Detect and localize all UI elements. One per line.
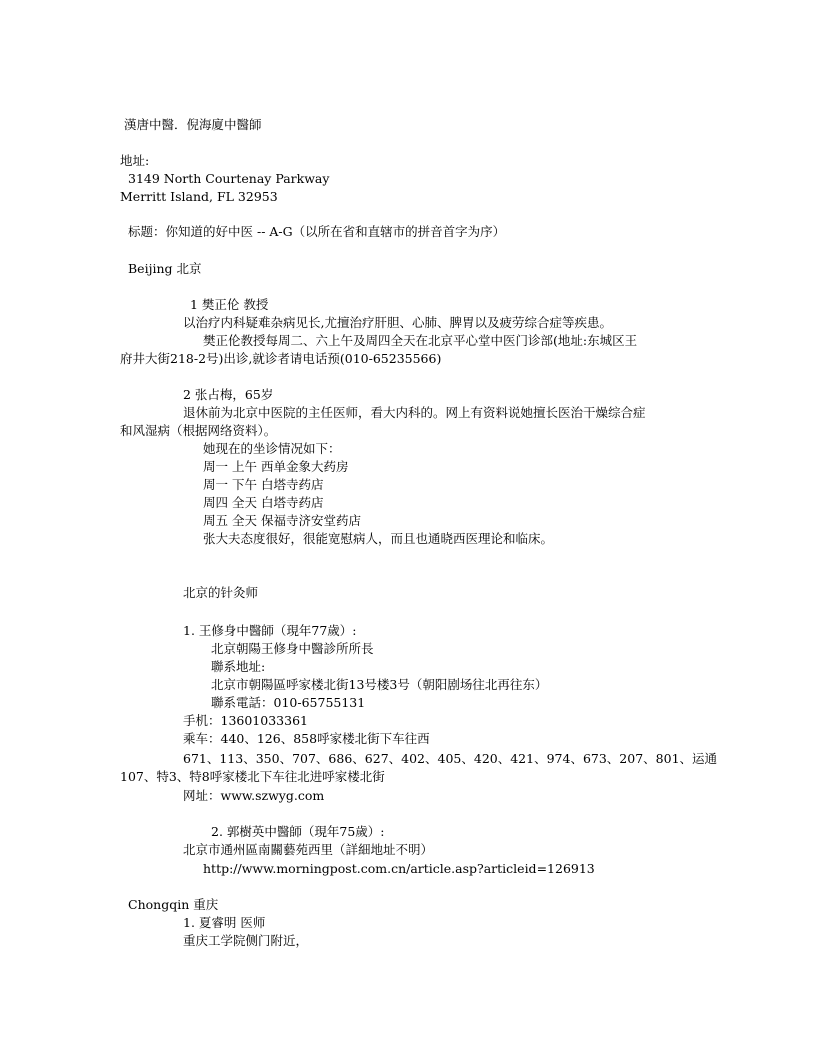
clinic-address: 北京市朝陽區呼家楼北街13号楼3号（朝阳剧场往北再往东） [211,677,548,692]
doctor-description: 退休前为北京中医院的主任医师，看大内科的。网上有资料说她擅长医治干燥综合症 [183,405,646,420]
section-heading-chongqing: Chongqin 重庆 [128,897,219,912]
article-link[interactable]: http://www.morningpost.com.cn/article.asp?articleid=126913 [203,861,595,876]
doctor-name: 1 樊正伦 教授 [190,297,269,312]
doctor-name: 2 张占梅，65岁 [183,387,274,402]
section-heading-acupuncture: 北京的针灸师 [183,585,259,600]
bus-info: 乘车：440、126、858呼家楼北街下车往西 [183,731,430,746]
doctor-name: 2. 郭樹英中醫師（現年75歲）: [211,824,385,839]
schedule-item: 周四 全天 白塔寺药店 [203,495,324,510]
address-line-1: 3149 North Courtenay Parkway [128,171,330,186]
doctor-schedule: 樊正伦教授每周二、六上午及周四全天在北京平心堂中医门诊部(地址:东城区王 [203,333,638,348]
address-label: 聯系地址: [211,659,266,674]
website[interactable]: 网址：www.szwyg.com [183,788,325,803]
doctor-name: 1. 夏睿明 医师 [183,915,266,930]
subject-line: 标题：你知道的好中医 -- A-G（以所在省和直辖市的拼音首字为序） [128,224,506,239]
section-heading-beijing: Beijing 北京 [128,261,202,276]
clinic-phone: 聯系電話：010-65755131 [211,695,366,710]
mobile-phone: 手机：13601033361 [183,713,308,728]
document-title: 漢唐中醫．倪海廈中醫師 [124,117,262,132]
doctor-note: 张大夫态度很好，很能宽慰病人，而且也通晓西医理论和临床。 [203,531,554,546]
schedule-item: 周一 上午 西单金象大药房 [203,459,349,474]
doctor-address: 重庆工学院侧门附近， [183,933,309,948]
schedule-item: 周一 下午 白塔寺药店 [203,477,324,492]
address-label: 地址: [120,153,150,168]
doctor-description: 以治疗内科疑难杂病见长,尤擅治疗肝胆、心肺、脾胃以及疲劳综合症等疾患。 [183,315,612,330]
doctor-name: 1. 王修身中醫師（現年77歲）: [183,623,357,638]
schedule-item: 周五 全天 保福寺济安堂药店 [203,513,361,528]
schedule-intro: 她现在的坐诊情况如下： [203,441,341,456]
bus-info-routes: 671、113、350、707、686、627、402、405、420、421、974、673、207、801、运通 [183,751,718,766]
doctor-schedule-cont: 府井大街218-2号)出诊,就诊者请电话预(010-65235566) [120,351,442,366]
address-line-2: Merritt Island, FL 32953 [120,189,278,204]
clinic-address: 北京市通州區南關藝苑西里（詳細地址不明） [183,842,434,857]
doctor-description-cont: 和风湿病（根据网络资料）。 [120,423,277,438]
clinic-name: 北京朝陽王修身中醫診所所長 [211,641,374,656]
bus-info-routes-cont: 107、特3、特8呼家楼北下车往北进呼家楼北街 [120,769,385,784]
